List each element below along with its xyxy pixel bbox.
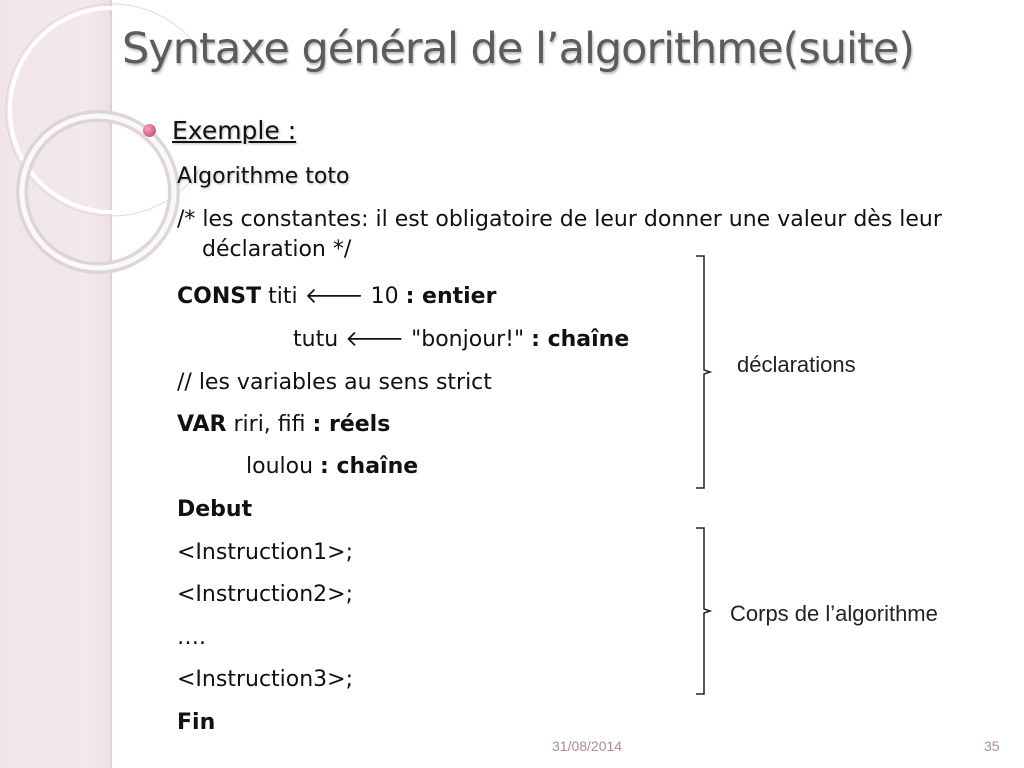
var-line-2 — [246, 452, 418, 482]
algorithm-name-line: Algorithme toto — [177, 164, 350, 189]
const1-type: : entier — [405, 284, 497, 309]
ellipsis-line: …. — [177, 625, 206, 650]
const2-type: : chaîne — [531, 327, 630, 352]
fin-keyword: Fin — [177, 710, 216, 735]
slide-number: 35 — [984, 738, 1000, 754]
const2-value: "bonjour!" — [404, 327, 532, 352]
comment-line-2: déclaration */ — [202, 237, 352, 262]
assign-arrow-icon: 🡐 — [345, 327, 405, 352]
footer-date: 31/08/2014 — [552, 738, 623, 754]
declarations-annotation: déclarations — [737, 352, 856, 377]
const-line-1 — [177, 282, 496, 312]
instruction-1: <Instruction1>; — [177, 540, 354, 565]
const2-name: tutu — [293, 327, 346, 352]
var2-type: : chaîne — [320, 454, 419, 479]
var1-names: riri, fifi — [226, 412, 313, 437]
debut-keyword: Debut — [177, 497, 253, 522]
example-heading: Exemple : — [172, 116, 297, 145]
const-keyword: CONST — [177, 284, 262, 309]
const-line-2 — [293, 325, 629, 355]
const1-value: 10 — [363, 284, 406, 309]
comment-line-1: /* les constantes: il est obligatoire de leur donner une valeur dès leur — [177, 207, 942, 232]
slide-title: Syntaxe général de l’algorithme(suite) — [122, 24, 915, 74]
instruction-3: <Instruction3>; — [177, 667, 354, 692]
const1-name: titi — [261, 284, 305, 309]
declarations-brace — [690, 254, 730, 490]
var-keyword: VAR — [177, 412, 227, 437]
body-annotation: Corps de l’algorithme — [730, 601, 938, 626]
instruction-2: <Instruction2>; — [177, 582, 354, 607]
left-decorative-panel — [0, 0, 112, 768]
assign-arrow-icon: 🡐 — [304, 284, 364, 309]
var2-name: loulou — [246, 454, 321, 479]
var-line-1 — [177, 410, 390, 440]
variables-comment: // les variables au sens strict — [177, 370, 492, 395]
constants-comment — [177, 205, 977, 265]
panel-divider — [110, 0, 112, 768]
bullet-icon — [143, 124, 156, 137]
body-brace — [690, 526, 730, 696]
var1-type: : réels — [312, 412, 391, 437]
